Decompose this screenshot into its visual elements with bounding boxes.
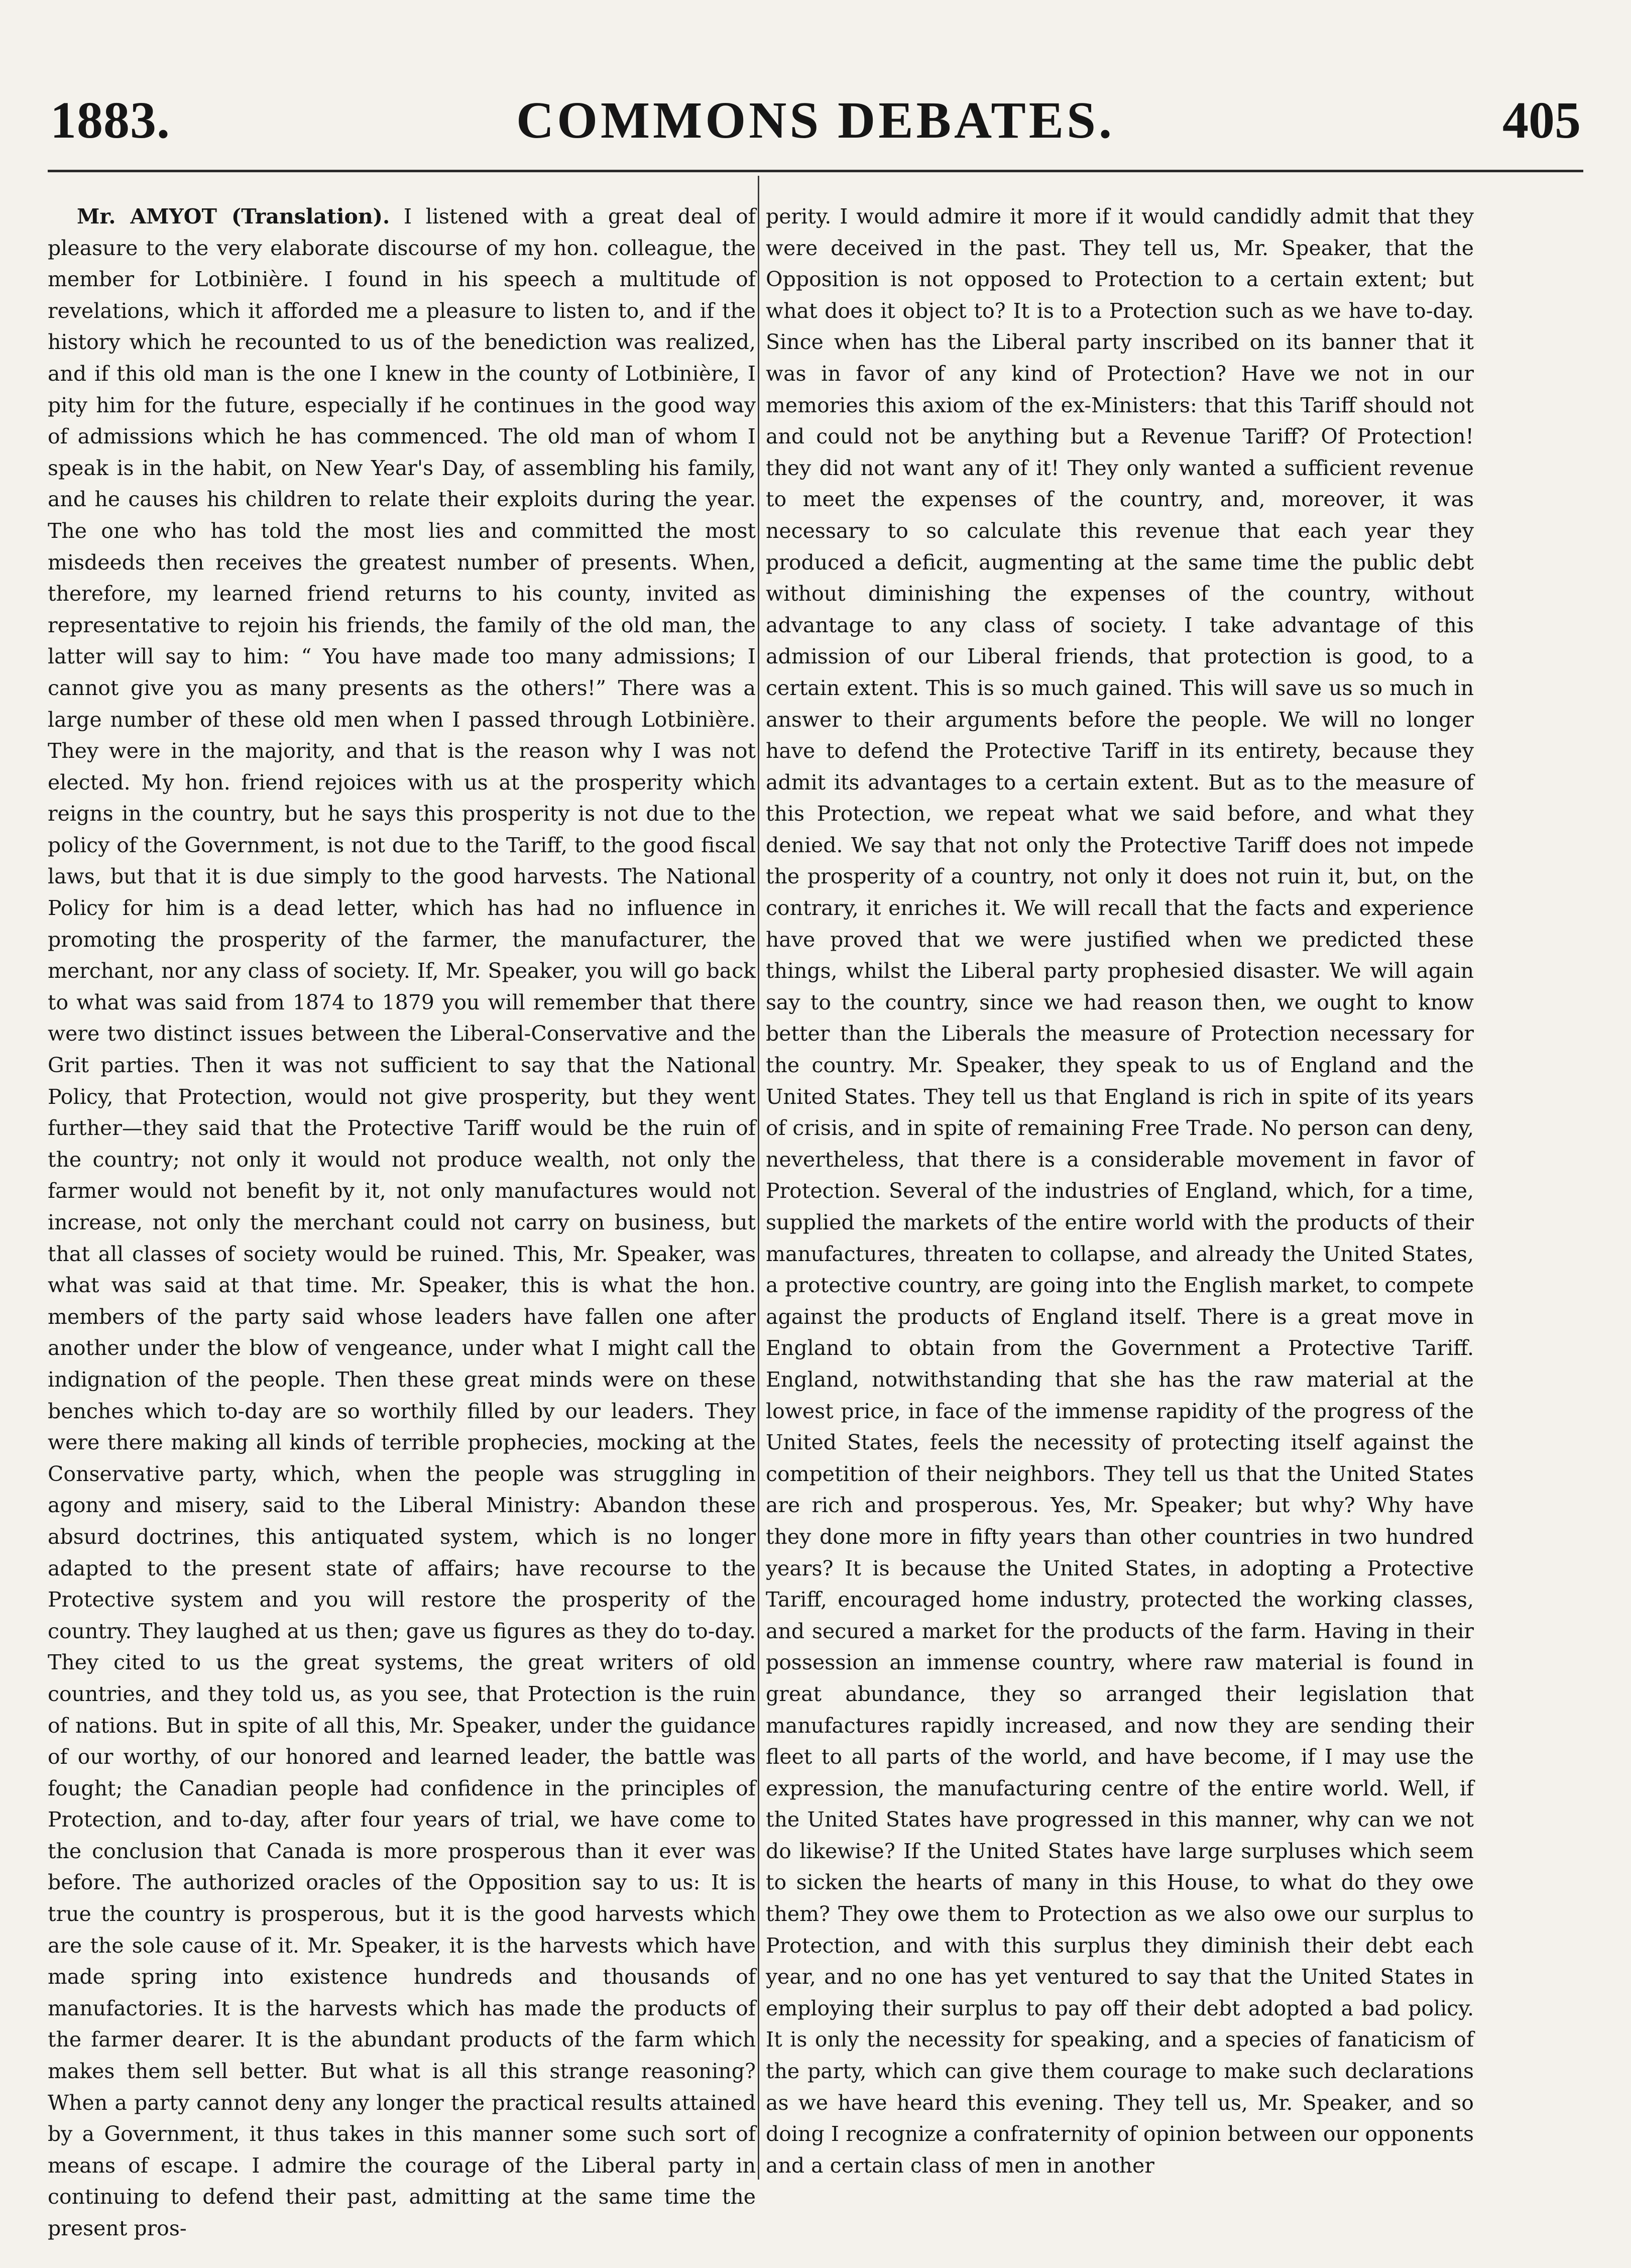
header-page-number: 405 bbox=[1502, 91, 1581, 149]
right-column-paragraph bbox=[766, 201, 1474, 2181]
page-header bbox=[35, 85, 1596, 156]
left-column-text: I listened with a great deal of pleasure to the very elaborate discourse of my hon. colleague, the member for Lotbinière. I found in his speech a multitude of revelations, which it afforded me a pleasure to listen to, and if the history which he recounted to us of the benediction was realized, and if this old man is the one I knew in the county of Lotbinière, I pity him for the future, especially if he continues in the good way of admissions which he has commenced. The old man of whom I speak is in the habit, on New Year's Day, of assembling his family, and he causes his children to relate their exploits during the year. The one who has told the most lies and committed the most misdeeds then receives the greatest number of presents. When, therefore, my learned friend returns to his county, invited as representative to rejoin his friends, the family of the old man, the latter will say to him: “ You have made too many admissions; I cannot give you as many presents as the others!” There was a large number of these old men when I passed through Lotbinière. They were in the majority, and that is the reason why I was not elected. My hon. friend rejoices with us at the prosperity which reigns in the country, but he says this prosperity is not due to the policy of the Government, is not due to the Tariff, to the good fiscal laws, but that it is due simply to the good harvests. The National Policy for him is a dead letter, which has had no influence in promoting the prosperity of the farmer, the manufacturer, the merchant, nor any class of society. If, Mr. Speaker, you will go back to what was said from 1874 to 1879 you will remember that there were two distinct issues between the Liberal-Conservative and the Grit parties. Then it was not sufficient to say that the National Policy, that Protection, would not give prosperity, but they went further—they said that the Protective Tariff would be the ruin of the country; not only it would not produce wealth, not only the farmer would not benefit by it, not only manufactures would not increase, not only the merchant could not carry on business, but that all classes of society would be ruined. This, Mr. Speaker, was what was said at that time. Mr. Speaker, this is what the hon. members of the party said whose leaders have fallen one after another under the blow of vengeance, under what I might call the indignation of the people. Then these great minds were on these benches which to-day are so worthily filled by our leaders. They were there making all kinds of terrible prophecies, mocking at the Conservative party, which, when the people was struggling in agony and misery, said to the Liberal Ministry: Abandon these absurd doctrines, this antiquated system, which is no longer adapted to the present state of affairs; have recourse to the Protective system and you will restore the prosperity of the country. They laughed at us then; gave us figures as they do to-day. They cited to us the great systems, the great writers of old countries, and they told us, as you see, that Protection is the ruin of nations. But in spite of all this, Mr. Speaker, under the guidance of our worthy, of our honored and learned leader, the battle was fought; the Canadian people had confidence in the principles of Protection, and to-day, after four years of trial, we have come to the conclusion that Canada is more prosperous than it ever was before. The authorized oracles of the Opposition say to us: It is true the country is prosperous, but it is the good harvests which are the sole cause of it. Mr. Speaker, it is the harvests which have made spring into existence hundreds and thousands of manufactories. It is the harvests which has made the products of the farmer dearer. It is the abundant products of the farm which makes them sell better. But what is all this strange reasoning? When a party cannot deny any longer the practical results attained by a Government, it thus takes in this manner some such sort of means of escape. I admire the courage of the Liberal party in continuing to defend their past, admitting at the same time the present pros- bbox=[48, 204, 756, 2240]
header-year: 1883. bbox=[50, 91, 170, 149]
right-column-text: perity. I would admire it more if it would candidly admit that they were deceived in the past. They tell us, Mr. Speaker, that the Opposition is not opposed to Protection to a certain extent; but what does it object to? It is to a Protection such as we have to-day. Since when has the Liberal party inscribed on its banner that it was in favor of any kind of Protection? Have we not in our memories this axiom of the ex-Ministers: that this Tariff should not and could not be anything but a Revenue Tariff? Of Protection! they did not want any of it! They only wanted a sufficient revenue to meet the expenses of the country, and, moreover, it was necessary to so calculate this revenue that each year they produced a deficit, augmenting at the same time the public debt without diminishing the expenses of the country, without advantage to any class of society. I take advantage of this admission of our Liberal friends, that protection is good, to a certain extent. This is so much gained. This will save us so much in answer to their arguments before the people. We will no longer have to defend the Protective Tariff in its entirety, because they admit its advantages to a certain extent. But as to the measure of this Protection, we repeat what we said before, and what they denied. We say that not only the Protective Tariff does not impede the prosperity of a country, not only it does not ruin it, but, on the contrary, it enriches it. We will recall that the facts and experience have proved that we were justified when we predicted these things, whilst the Liberal party prophesied disaster. We will again say to the country, since we had reason then, we ought to know better than the Liberals the measure of Protection necessary for the country. Mr. Speaker, they speak to us of England and the United States. They tell us that England is rich in spite of its years of crisis, and in spite of remaining Free Trade. No person can deny, nevertheless, that there is a considerable movement in favor of Protection. Several of the industries of England, which, for a time, supplied the markets of the entire world with the products of their manufactures, threaten to collapse, and already the United States, a protective country, are going into the English market, to compete against the products of England itself. There is a great move in England to obtain from the Government a Protective Tariff. England, notwithstanding that she has the raw material at the lowest price, in face of the immense rapidity of the progress of the United States, feels the necessity of protecting itself against the competition of their neighbors. They tell us that the United States are rich and prosperous. Yes, Mr. Speaker; but why? Why have they done more in fifty years than other countries in two hundred years? It is because the United States, in adopting a Protective Tariff, encouraged home industry, protected the working classes, and secured a market for the products of the farm. Having in their possession an immense country, where raw material is found in great abundance, they so arranged their legislation that manufactures rapidly increased, and now they are sending their fleet to all parts of the world, and have become, if I may use the expression, the manufacturing centre of the entire world. Well, if the United States have progressed in this manner, why can we not do likewise? If the United States have large surpluses which seem to sicken the hearts of many in this House, to what do they owe them? They owe them to Protection as we also owe our surplus to Protection, and with this surplus they diminish their debt each year, and no one has yet ventured to say that the United States in employing their surplus to pay off their debt adopted a bad policy. It is only the necessity for speaking, and a species of fanaticism of the party, which can give them courage to make such declarations as we have heard this evening. They tell us, Mr. Speaker, and so doing I recognize a confraternity of opinion between our opponents and a certain class of men in another bbox=[766, 204, 1474, 2178]
header-title: COMMONS DEBATES. bbox=[516, 91, 1115, 149]
speaker-name: Mr. AMYOT (Translation). bbox=[77, 204, 390, 229]
right-column bbox=[766, 201, 1474, 2178]
left-column bbox=[48, 201, 756, 2240]
left-column-paragraph bbox=[48, 201, 756, 2244]
column-divider bbox=[758, 176, 759, 2180]
header-rule bbox=[48, 170, 1583, 172]
